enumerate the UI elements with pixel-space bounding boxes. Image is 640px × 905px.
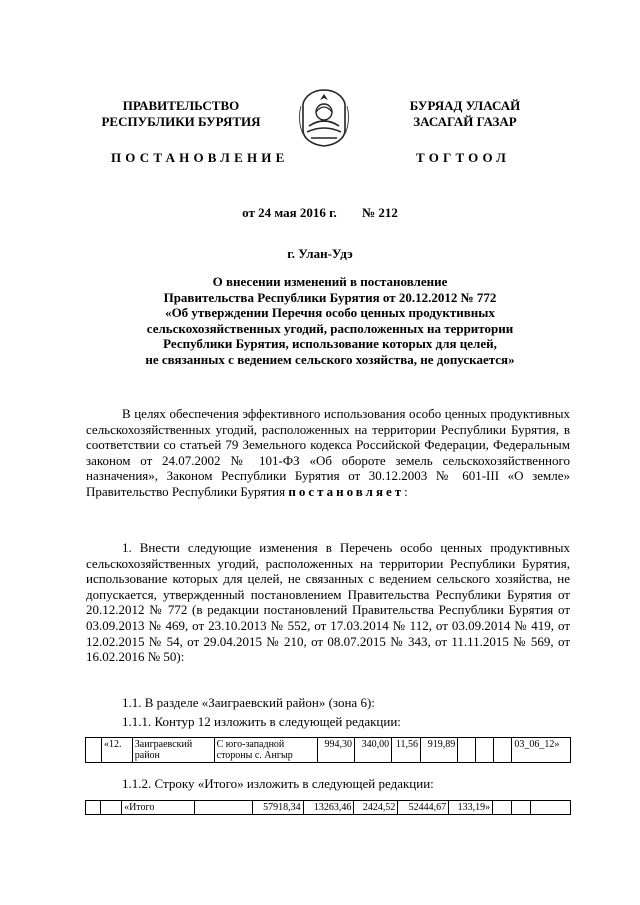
table-cell: 03_06_12» <box>512 738 571 763</box>
table-cell <box>195 801 253 815</box>
issuer-left <box>86 98 276 130</box>
title-line: не связанных с ведением сельского хозяйства, не допускается» <box>145 351 515 367</box>
total-row-table <box>85 800 571 815</box>
date-number-line <box>0 205 640 221</box>
table-row <box>86 801 571 815</box>
coat-of-arms-emblem <box>295 86 353 148</box>
issuer-right <box>390 98 540 130</box>
subpoint-1-1-1: 1.1.1. Контур 12 изложить в следующей редакции: <box>122 714 401 729</box>
doc-type-right: ТОГТООЛ <box>416 150 511 165</box>
doc-date: от 24 мая 2016 г. <box>242 205 337 220</box>
table-cell: С юго-западной стороны с. Ангыр <box>214 738 317 763</box>
resolves-word: постановляет <box>288 483 405 499</box>
title-line: «Об утверждении Перечня особо ценных продуктивных <box>165 305 495 321</box>
title-line: Правительства Республики Бурятия от 20.12.2012 № 772 <box>163 289 497 305</box>
issuer-right-line2: ЗАСАГАЙ ГАЗАР <box>413 114 517 129</box>
issuer-left-line2: РЕСПУБЛИКИ БУРЯТИЯ <box>101 114 261 129</box>
doc-type-left: ПОСТАНОВЛЕНИЕ <box>111 150 289 165</box>
table-cell <box>512 801 531 815</box>
table-cell <box>494 738 512 763</box>
point-1-paragraph: 1. Внести следующие изменения в Перечень особо ценных продуктивных сельскохозяйственных угодий, расположенных на территории Республики Бурятия, использование которых для целей, не связанных с ведением сельского хозяйства, не допускается, утвержденный постановлением Правительства Республики Бурятия от 20.12.2012 № 772 (в редакции постановлений Правительства Республики Бурятия от 03.09.2013 № 469, от 23.10.2013 № 552, от 17.03.2014 № 112, от 03.09.2014 № 419, от 12.02.2015 № 54, от 29.04.2015 № 210, от 08.07.2015 № 343, от 11.11.2015 № 569, от 16.02.2016 № 50): <box>86 540 570 665</box>
table-cell: Заиграевский район <box>132 738 214 763</box>
issuer-right-line1: БУРЯАД УЛАСАЙ <box>409 98 521 113</box>
title-line: Республики Бурятия, использование которых для целей, <box>163 336 497 352</box>
preamble-text: В целях обеспечения эффективного использования особо ценных продуктивных сельскохозяйственных угодий, расположенных на территории Республики Бурятия, в соответствии со статьей 79 Земельного кодекса Российской Федерации, Федеральным законом от 24.07.2002 № 101-ФЗ «Об обороте земель сельскохозяйственного назначения», Законом Республики Бурятия от 30.12.2003 № 601-III «О земле» Правительство Республики Бурятия <box>86 406 570 499</box>
title-line: О внесении изменений в постановление <box>212 274 448 289</box>
table-cell <box>86 738 102 763</box>
table-cell: 919,89 <box>421 738 458 763</box>
issuer-left-line1: ПРАВИТЕЛЬСТВО <box>122 98 240 113</box>
table-cell: 13263,46 <box>303 801 354 815</box>
table-cell: 133,19» <box>449 801 493 815</box>
table-cell <box>493 801 512 815</box>
table-cell: 994,30 <box>317 738 354 763</box>
table-cell <box>86 801 101 815</box>
title-line: сельскохозяйственных угодий, расположенных на территории <box>146 320 514 336</box>
preamble-colon: : <box>404 483 408 499</box>
table-cell <box>531 801 571 815</box>
table-cell: 340,00 <box>354 738 391 763</box>
doc-city: г. Улан-Удэ <box>287 246 353 261</box>
table-cell: «12. <box>101 738 132 763</box>
table-cell: 2424,52 <box>354 801 398 815</box>
table-cell: 52444,67 <box>398 801 449 815</box>
subpoint-1-1-2: 1.1.2. Строку «Итого» изложить в следующей редакции: <box>122 776 434 791</box>
table-cell <box>458 738 476 763</box>
table-cell <box>100 801 121 815</box>
doc-title <box>100 274 560 368</box>
table-cell: 11,56 <box>392 738 421 763</box>
subpoint-1-1: 1.1. В разделе «Заиграевский район» (зона 6): <box>122 695 375 710</box>
doc-number: № 212 <box>362 205 398 220</box>
table-cell: 57918,34 <box>252 801 303 815</box>
table-cell: «Итого <box>122 801 195 815</box>
table-row <box>86 738 571 763</box>
contour-12-table <box>85 737 571 763</box>
table-cell <box>476 738 494 763</box>
preamble-paragraph <box>86 406 570 500</box>
